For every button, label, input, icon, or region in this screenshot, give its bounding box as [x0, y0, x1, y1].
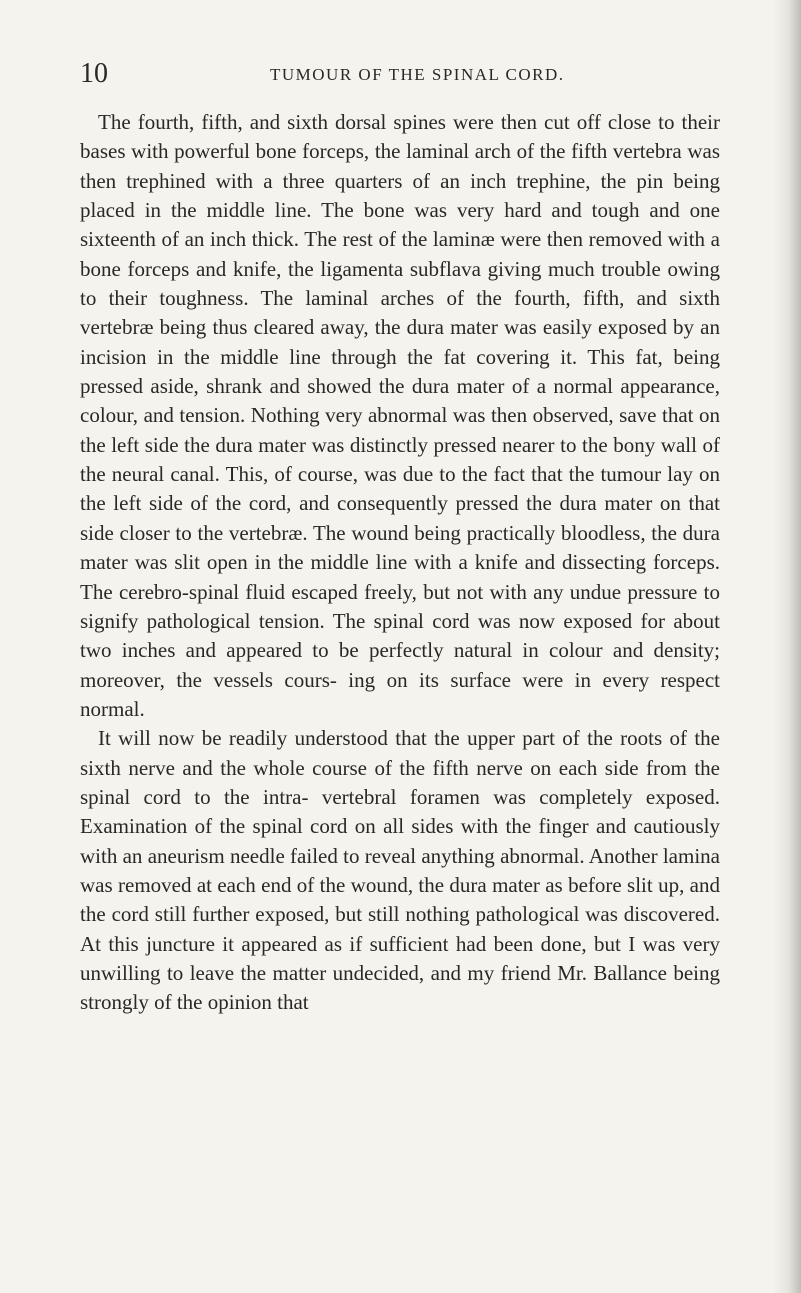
running-head: [80, 58, 720, 90]
body-text: [80, 108, 720, 1018]
paragraph: It will now be readily understood that the upper part of the roots of the sixth nerve and the whole course of the fifth nerve on each side from the spinal cord to the intra- vertebral foramen was completely exposed. Examination of the spinal cord on all sides with the finger and cautiously with an aneurism needle failed to reveal anything abnormal. Another lamina was removed at each end of the wound, the dura mater as before slit up, and the cord still further exposed, but still nothing pathological was discovered. At this juncture it appeared as if sufficient had been done, but I was very unwilling to leave the matter undecided, and my friend Mr. Ballance being strongly of the opinion that: [80, 726, 720, 1015]
page-number: 10: [80, 58, 108, 89]
paragraph: The fourth, fifth, and sixth dorsal spines were then cut off close to their bases with powerful bone forceps, the laminal arch of the fifth vertebra was then trephined with a three quarters of an inch trephine, the pin being placed in the middle line. The bone was very hard and tough and one sixteenth of an inch thick. The rest of the laminæ were then removed with a bone forceps and knife, the ligamenta subflava giving much trouble owing to their toughness. The laminal arches of the fourth, fifth, and sixth vertebræ being thus cleared away, the dura mater was easily exposed by an incision in the middle line through the fat covering it. This fat, being pressed aside, shrank and showed the dura mater of a normal appearance, colour, and tension. Nothing very abnormal was then observed, save that on the left side the dura mater was distinctly pressed nearer to the bony wall of the neural canal. This, of course, was due to the fact that the tumour lay on the left side of the cord, and consequently pressed the dura mater on that side closer to the vertebræ. The wound being practically bloodless, the dura mater was slit open in the middle line with a knife and dissecting forceps. The cerebro-spinal fluid escaped freely, but not with any undue pressure to signify pathological tension. The spinal cord was now exposed for about two inches and appeared to be perfectly natural in colour and density; moreover, the vessels cours- ing on its surface were in every respect normal.: [80, 110, 720, 721]
page-edge-shadow: [773, 0, 801, 1293]
running-head-title: TUMOUR OF THE SPINAL CORD.: [270, 65, 565, 84]
